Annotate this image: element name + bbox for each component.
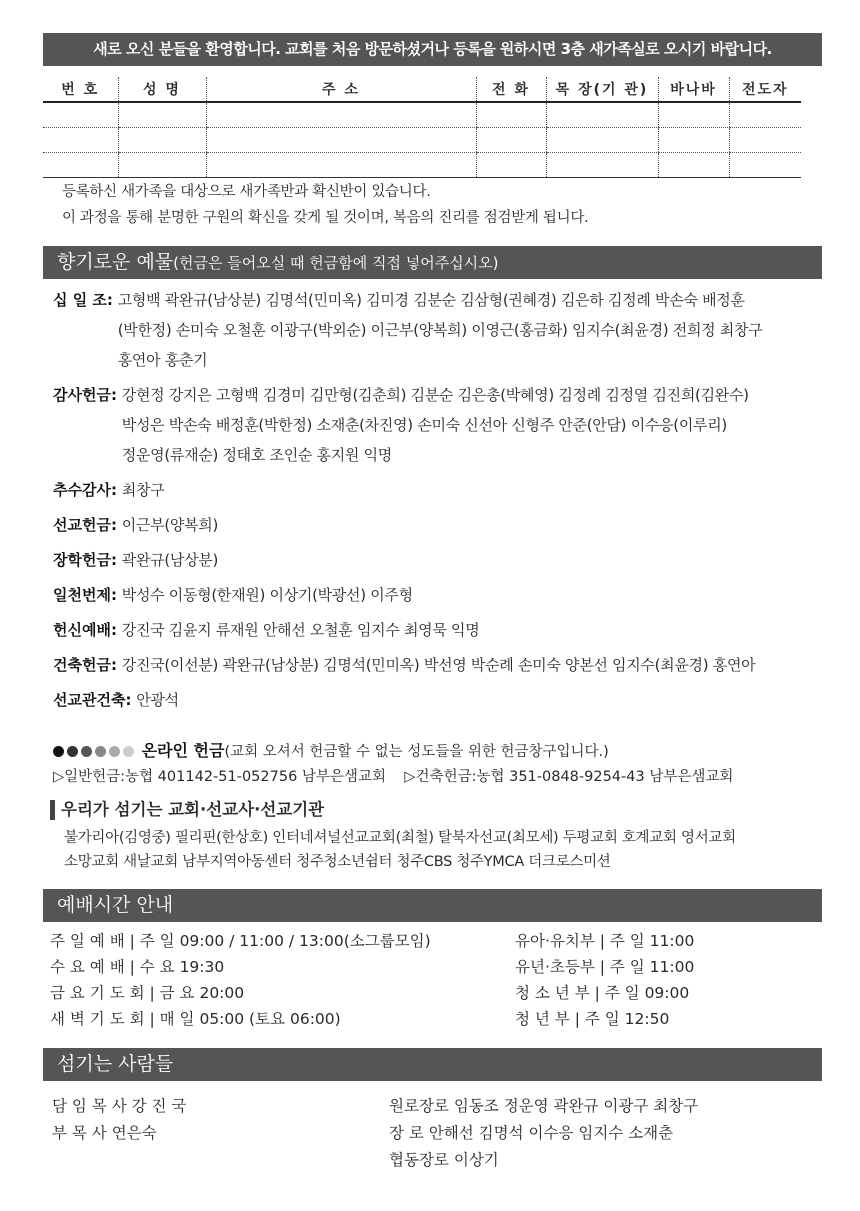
offering-names: (박한정) 손미숙 오철훈 이광구(박외순) 이근부(양복희) 이영근(홍금화) 임지수(최윤경) 전희정 최창구 [117, 321, 763, 339]
worship-time: 수 요 19:30 [139, 958, 225, 976]
online-offering [53, 738, 733, 790]
header-cell-group: 목 장(기 관) [546, 77, 658, 102]
offering-label: 선교관건축: [53, 691, 132, 709]
offering-label: 일천번제: [53, 586, 117, 604]
header-evangelist: 전도자 [729, 77, 801, 102]
people-row [52, 1093, 186, 1120]
worship-time: 주 일 09:00 [604, 984, 690, 1002]
dot-icon [81, 746, 92, 757]
worship-time: 금 요 20:00 [159, 984, 245, 1002]
worship-time: 주 일 09:00 / 11:00 / 13:00(소그룹모임) [139, 932, 431, 950]
people-names: 임동조 정운영 곽완규 이광구 최창구 [453, 1097, 699, 1115]
offering-building [53, 650, 823, 680]
worship-name: 청 년 부 [515, 1010, 570, 1028]
registration-header-row [43, 77, 801, 102]
worship-section-header: 예배시간 안내 [43, 889, 822, 922]
people-role: 담 임 목 사 [52, 1097, 127, 1115]
table-row [43, 102, 801, 128]
people-right-list [389, 1093, 698, 1174]
worship-row: 주 일 예 배 | 주 일 09:00 / 11:00 / 13:00(소그룹모임) [50, 932, 431, 950]
worship-time: 주 일 11:00 [609, 958, 695, 976]
dot-icon [53, 746, 64, 757]
offering-names: 안광석 [136, 691, 179, 709]
offering-names: 곽완규(남상분) [121, 551, 218, 569]
offering-thousand [53, 580, 823, 610]
worship-right-list [515, 928, 694, 1032]
offering-names: 고형백 곽완규(남상분) 김명석(민미옥) 김미경 김분순 김삼형(권혜경) 김은하 김정례 박손숙 배정훈 [117, 291, 745, 309]
offering-names: 정운영(류재순) 정태호 조인순 홍지원 익명 [121, 446, 392, 464]
serve-title: 우리가 섬기는 교회·선교사·선교기관 [50, 800, 736, 820]
header-phone: 전 화 [476, 77, 546, 102]
worship-row: 새 벽 기 도 회 | 매 일 05:00 (토요 06:00) [50, 1010, 341, 1028]
general-account: ▷일반헌금:농협 401142-51-052756 남부은샘교회 [53, 769, 386, 785]
registration-note: 이 과정을 통해 분명한 구원의 확신을 갖게 될 것이며, 복음의 진리를 점검받게 됩니다. [62, 210, 589, 226]
worship-name: 새 벽 기 도 회 [50, 1010, 145, 1028]
offering-scholarship [53, 545, 823, 575]
table-row [43, 153, 801, 178]
offering-label: 감사헌금: [53, 386, 117, 404]
offering-names: 홍연아 홍춘기 [117, 351, 208, 369]
worship-name: 수 요 예 배 [50, 958, 125, 976]
people-names: 안해선 김명석 이수응 임지수 소재춘 [428, 1124, 674, 1142]
offering-names: 강현정 강지은 고형백 김경미 김만형(김춘희) 김분순 김은총(박혜영) 김정례 김정열 김진희(김완수) [121, 386, 749, 404]
worship-name: 청 소 년 부 [515, 984, 590, 1002]
offering-label: 십 일 조: [53, 291, 113, 309]
people-names: 강 진 국 [131, 1097, 187, 1115]
worship-time: 주 일 11:00 [609, 932, 695, 950]
worship-row: 수 요 예 배 | 수 요 19:30 [50, 958, 225, 976]
dot-icon [123, 746, 134, 757]
online-desc: (교회 오셔서 헌금할 수 없는 성도들을 위한 헌금창구입니다.) [224, 744, 609, 760]
offering-label: 선교헌금: [53, 516, 117, 534]
worship-name: 유년·초등부 [515, 958, 595, 976]
worship-left-list [50, 928, 431, 1032]
header-number: 번 호 [43, 77, 118, 102]
offering-names: 최창구 [121, 481, 165, 499]
online-title: 온라인 헌금 [141, 741, 225, 760]
dot-icon [67, 746, 78, 757]
offering-names: 이근부(양복희) [121, 516, 218, 534]
offering-names: 박성은 박손숙 배정훈(박한정) 소재춘(차진영) 손미숙 신선아 신형주 안준(안담) 이수응(이루리) [121, 416, 727, 434]
table-row [43, 128, 801, 153]
people-row [52, 1120, 186, 1147]
offering-harvest [53, 475, 823, 505]
header-address: 주 소 [206, 77, 476, 102]
serve-section [50, 800, 736, 874]
people-role: 협동장로 [389, 1151, 449, 1169]
worship-row: 금 요 기 도 회 | 금 요 20:00 [50, 984, 245, 1002]
registration-note: 등록하신 새가족을 대상으로 새가족반과 확신반이 있습니다. [62, 184, 431, 200]
people-names: 이상기 [453, 1151, 499, 1169]
offering-dedication [53, 615, 823, 645]
people-row [389, 1147, 698, 1174]
worship-time: 주 일 12:50 [584, 1010, 670, 1028]
worship-name: 유아·유치부 [515, 932, 595, 950]
offering-label: 장학헌금: [53, 551, 117, 569]
people-section-header: 섬기는 사람들 [43, 1048, 822, 1081]
people-names: 연은숙 [111, 1124, 157, 1142]
people-role: 원로장로 [389, 1097, 449, 1115]
offerings-section-header [43, 246, 822, 279]
offering-label: 헌신예배: [53, 621, 117, 639]
people-row [389, 1093, 698, 1120]
offerings-subtitle: (헌금은 들어오실 때 헌금함에 직접 넣어주십시오) [173, 254, 499, 272]
offerings-title: 향기로운 예물 [57, 251, 174, 273]
worship-name: 주 일 예 배 [50, 932, 125, 950]
registration-table [43, 77, 801, 178]
worship-row: 유년·초등부 | 주 일 11:00 [515, 958, 695, 976]
people-left-list [52, 1093, 186, 1147]
worship-row: 청 소 년 부 | 주 일 09:00 [515, 984, 690, 1002]
offering-names: 박성수 이동형(한재원) 이상기(박광선) 이주형 [121, 586, 413, 604]
offering-names: 강진국(이선분) 곽완규(남상분) 김명석(민미옥) 박선영 박순례 손미숙 양본선 임지수(최윤경) 홍연아 [121, 656, 756, 674]
offering-label: 건축헌금: [53, 656, 117, 674]
offering-label: 추수감사: [53, 481, 117, 499]
offerings-list [53, 285, 823, 715]
people-row [389, 1120, 698, 1147]
offering-names: 강진국 김윤지 류재원 안해선 오철훈 임지수 최영묵 익명 [121, 621, 480, 639]
offering-thanks [53, 380, 823, 470]
serve-line: 불가리아(김영중) 필리핀(한상호) 인터네셔널선교교회(최철) 탈북자선교(최모세) 두평교회 호계교회 영서교회 [64, 830, 736, 846]
dot-icon [109, 746, 120, 757]
worship-row: 청 년 부 | 주 일 12:50 [515, 1010, 670, 1028]
worship-name: 금 요 기 도 회 [50, 984, 145, 1002]
serve-line: 소망교회 새날교회 남부지역아동센터 청주청소년쉼터 청주CBS 청주YMCA 더크로스미션 [64, 854, 611, 870]
worship-row: 유아·유치부 | 주 일 11:00 [515, 932, 695, 950]
building-account: ▷건축헌금:농협 351-0848-9254-43 남부은샘교회 [404, 769, 734, 785]
people-role: 부 목 사 [52, 1124, 107, 1142]
header-name: 성 명 [118, 77, 206, 102]
header-barnabas: 바나바 [658, 77, 729, 102]
dot-bullets-icon [53, 744, 137, 760]
dot-icon [95, 746, 106, 757]
welcome-banner: 새로 오신 분들을 환영합니다. 교회를 처음 방문하셨거나 등록을 원하시면 3층 새가족실로 오시기 바랍니다. [43, 33, 822, 66]
offering-tithe [53, 285, 823, 375]
offering-mission [53, 510, 823, 540]
people-role: 장 로 [389, 1124, 424, 1142]
worship-time: 매 일 05:00 (토요 06:00) [159, 1010, 341, 1028]
offering-mission-building [53, 685, 823, 715]
